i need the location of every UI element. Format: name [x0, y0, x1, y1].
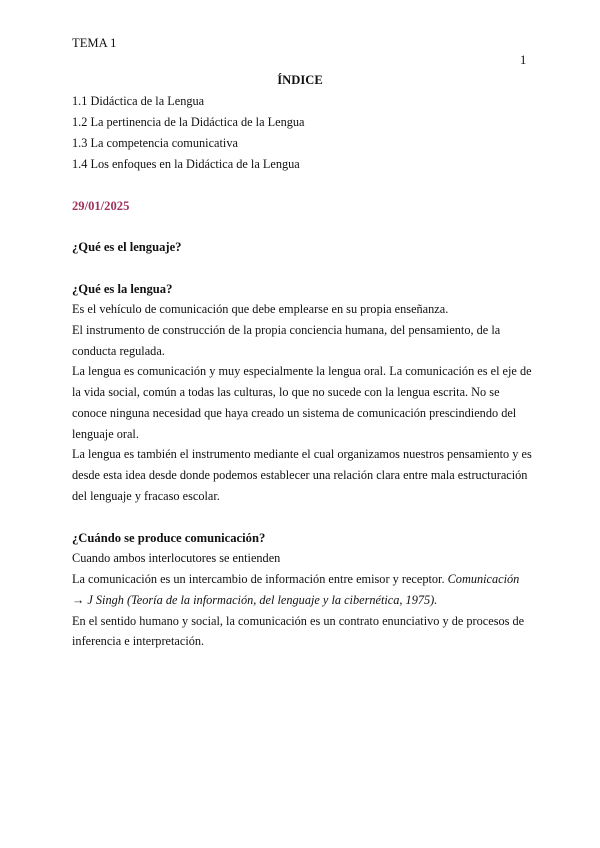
paragraph-line: La lengua es también el instrumento mediante el cual organizamos nuestros pensamiento y es [72, 447, 532, 461]
citation-text: → J Singh (Teoría de la información, del lenguaje y la cibernética, 1975). [72, 593, 438, 607]
toc-item: 1.2 La pertinencia de la Didáctica de la Lengua [72, 115, 305, 129]
index-title: ÍNDICE [277, 73, 323, 87]
toc-item: 1.4 Los enfoques en la Didáctica de la Lengua [72, 157, 300, 171]
page-number: 1 [520, 53, 527, 67]
header-title: TEMA 1 [72, 36, 117, 50]
toc-item: 1.1 Didáctica de la Lengua [72, 94, 205, 108]
paragraph-line-mixed [72, 572, 519, 587]
paragraph-line: En el sentido humano y social, la comunicación es un contrato enunciativo y de procesos de [72, 614, 525, 628]
date-heading: 29/01/2025 [72, 199, 130, 213]
paragraph-line: del lenguaje y fracaso escolar. [72, 489, 220, 503]
paragraph-line: Es el vehículo de comunicación que debe emplearse en su propia enseñanza. [72, 302, 449, 316]
paragraph-line: conoce ninguna necesidad que haya creado un sistema de comunicación prescindiendo del [72, 406, 517, 420]
italic-term: Comunicación [447, 572, 520, 586]
toc-item: 1.3 La competencia comunicativa [72, 136, 238, 150]
heading-comunicacion: ¿Cuándo se produce comunicación? [72, 531, 266, 545]
heading-lengua: ¿Qué es la lengua? [72, 282, 173, 296]
paragraph-line: El instrumento de construcción de la propia conciencia humana, del pensamiento, de la [72, 323, 501, 337]
paragraph-line: desde esta idea desde donde podemos establecer una relación clara entre mala estructuración [72, 468, 528, 482]
paragraph-line: conducta regulada. [72, 344, 165, 358]
paragraph-line: la vida social, común a todas las culturas, lo que no sucede con la lengua escrita. No se [72, 385, 500, 399]
citation-line [72, 593, 437, 608]
paragraph-line: Cuando ambos interlocutores se entienden [72, 551, 281, 565]
paragraph-line: lenguaje oral. [72, 427, 139, 441]
paragraph-text: La comunicación es un intercambio de información entre emisor y receptor. [72, 572, 448, 586]
heading-lenguaje: ¿Qué es el lenguaje? [72, 240, 182, 254]
paragraph-line: inferencia e interpretación. [72, 634, 205, 648]
paragraph-line: La lengua es comunicación y muy especialmente la lengua oral. La comunicación es el eje de [72, 364, 532, 378]
